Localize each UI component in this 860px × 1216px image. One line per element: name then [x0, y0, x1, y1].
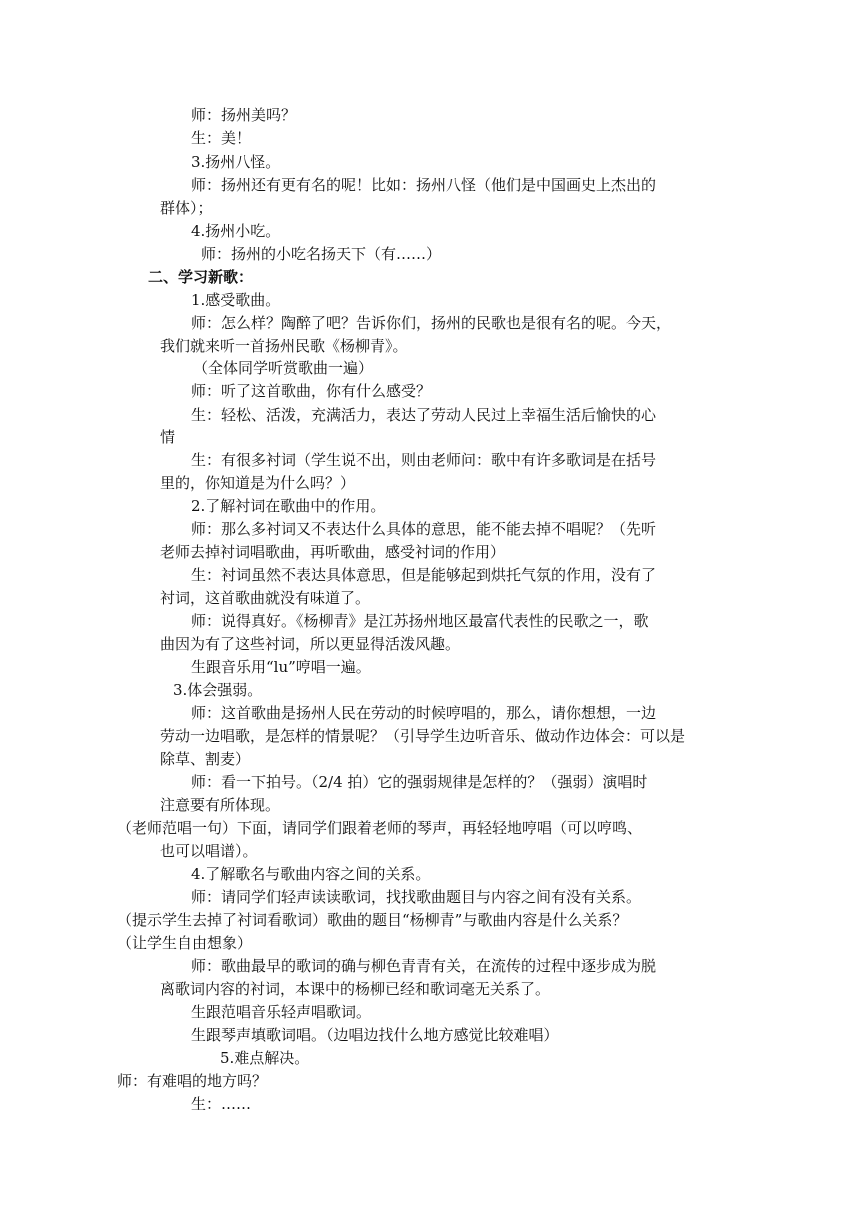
text-line: （让学生自由想象）	[117, 934, 253, 952]
text-line: 1.感受歌曲。	[191, 291, 281, 309]
text-line: 师：那么多衬词又不表达什么具体的意思，能不能去掉不唱呢？（先听	[191, 520, 657, 538]
text-line: 曲因为有了这些衬词，所以更显得活泼风趣。	[160, 635, 461, 653]
text-line: 师：看一下拍号。（2/4 拍）它的强弱规律是怎样的？（强弱）演唱时	[191, 773, 648, 791]
text-line: （老师范唱一句）下面，请同学们跟着老师的琴声，再轻轻地哼唱（可以哼鸣、	[117, 819, 643, 837]
text-line: 生跟音乐用“lu”哼唱一遍。	[191, 658, 371, 676]
text-line: 5.难点解决。	[220, 1049, 310, 1067]
text-line: 师：扬州的小吃名扬天下（有……）	[201, 245, 442, 263]
text-line: （提示学生去掉了衬词看歌词）歌曲的题目“杨柳青”与歌曲内容是什么关系？	[117, 911, 628, 929]
text-line: 3.体会强弱。	[173, 681, 263, 699]
text-line: 生：衬词虽然不表达具体意思，但是能够起到烘托气氛的作用，没有了	[191, 566, 657, 584]
text-line: 衬词，这首歌曲就没有味道了。	[160, 589, 371, 607]
text-line: 师：说得真好。《杨柳青》是江苏扬州地区最富代表性的民歌之一，歌	[191, 612, 649, 630]
text-line: 也可以唱谱）。	[160, 842, 258, 860]
text-line: 生：有很多衬词（学生说不出，则由老师问：歌中有许多歌词是在括号	[191, 451, 657, 469]
text-line: 师：歌曲最早的歌词的确与柳色青青有关，在流传的过程中逐步成为脱	[191, 957, 657, 975]
text-line: 注意要有所体现。	[160, 796, 281, 814]
text-line: 生：……	[191, 1095, 252, 1113]
text-line: 4.了解歌名与歌曲内容之间的关系。	[191, 865, 431, 883]
text-line: 师：请同学们轻声读读歌词，找找歌曲题目与内容之间有没有关系。	[191, 888, 642, 906]
text-line: 生跟范唱音乐轻声唱歌词。	[191, 1003, 372, 1021]
text-line: 2.了解衬词在歌曲中的作用。	[191, 497, 386, 515]
section-heading: 二、学习新歌：	[148, 268, 254, 286]
text-line: 生：轻松、活泼，充满活力，表达了劳动人民过上幸福生活后愉快的心	[191, 406, 657, 424]
text-line: 劳动一边唱歌，是怎样的情景呢？（引导学生边听音乐、做动作边体会：可以是	[160, 727, 686, 745]
text-line: 师：这首歌曲是扬州人民在劳动的时候哼唱的，那么，请你想想，一边	[191, 704, 657, 722]
text-line: 师：扬州还有更有名的呢！比如：扬州八怪（他们是中国画史上杰出的	[191, 176, 657, 194]
text-line: 情	[160, 428, 176, 446]
text-line: 老师去掉衬词唱歌曲，再听歌曲，感受衬词的作用）	[160, 543, 506, 561]
text-line: 师：有难唱的地方吗？	[117, 1072, 268, 1090]
text-line: 3.扬州八怪。	[191, 153, 281, 171]
text-line: 4.扬州小吃。	[191, 222, 281, 240]
text-line: （全体同学听赏歌曲一遍）	[193, 359, 374, 377]
text-line: 师：听了这首歌曲，你有什么感受？	[191, 382, 432, 400]
text-line: 师：扬州美吗？	[191, 106, 297, 124]
text-line: 离歌词内容的衬词，本课中的杨柳已经和歌词毫无关系了。	[160, 980, 551, 998]
text-line: 生：美！	[191, 129, 252, 147]
text-line: 里的，你知道是为什么吗？）	[160, 474, 356, 492]
text-line: 除草、割麦）	[160, 750, 251, 768]
text-line: 群体）；	[160, 199, 213, 217]
text-line: 师：怎么样？陶醉了吧？告诉你们，扬州的民歌也是很有名的呢。今天，	[191, 314, 672, 332]
text-line: 生跟琴声填歌词唱。（边唱边找什么地方感觉比较难唱）	[191, 1026, 559, 1044]
text-line: 我们就来听一首扬州民歌《杨柳青》。	[160, 337, 408, 355]
